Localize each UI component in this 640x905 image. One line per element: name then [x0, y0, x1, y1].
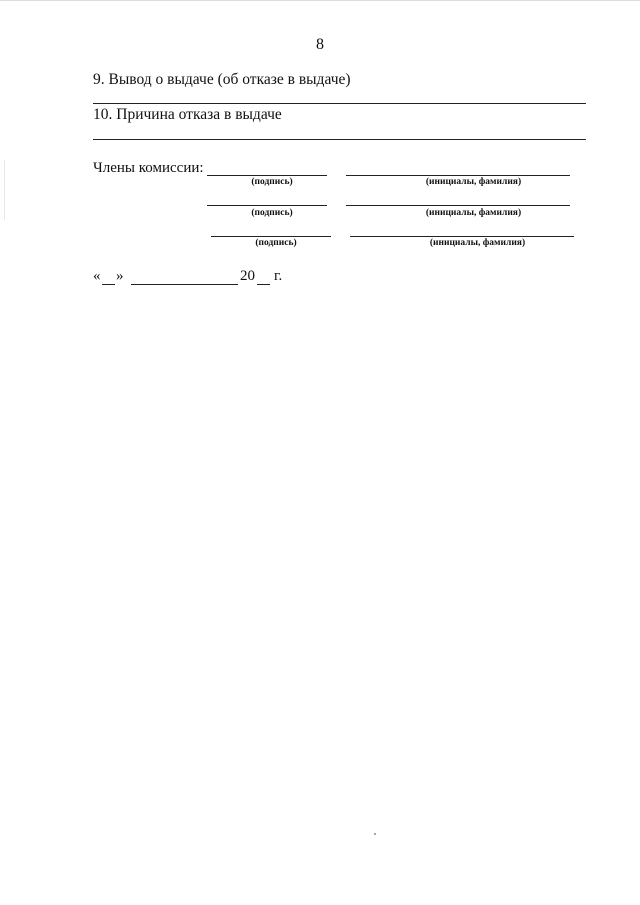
- commission-label: Члены комиссии:: [93, 160, 204, 176]
- scan-speck: [374, 833, 376, 835]
- date-year-line: [257, 284, 270, 285]
- date-close-quote: »: [116, 268, 124, 284]
- page-number: 8: [316, 36, 324, 53]
- date-year-suffix: г.: [274, 268, 283, 284]
- section-9-answer-line: [93, 103, 586, 104]
- date-year-prefix: 20: [240, 268, 255, 284]
- name-line: [350, 236, 574, 237]
- name-caption: (инициалы, фамилия): [429, 238, 526, 248]
- signature-caption: (подпись): [255, 238, 297, 248]
- section-9-title: 9. Вывод о выдаче (об отказе в выдаче): [93, 71, 351, 88]
- scan-edge: [0, 0, 640, 1]
- signature-line: [207, 175, 327, 176]
- scan-edge: [4, 160, 5, 220]
- date-open-quote: «: [93, 268, 101, 284]
- name-line: [346, 175, 570, 176]
- name-caption: (инициалы, фамилия): [425, 208, 522, 218]
- signature-caption: (подпись): [251, 177, 293, 187]
- date-month-line: [131, 284, 238, 285]
- signature-line: [211, 236, 331, 237]
- name-caption: (инициалы, фамилия): [425, 177, 522, 187]
- section-10-answer-line: [93, 139, 586, 140]
- signature-caption: (подпись): [251, 208, 293, 218]
- date-day-line: [102, 284, 115, 285]
- section-10-title: 10. Причина отказа в выдаче: [93, 106, 282, 123]
- signature-line: [207, 205, 327, 206]
- name-line: [346, 205, 570, 206]
